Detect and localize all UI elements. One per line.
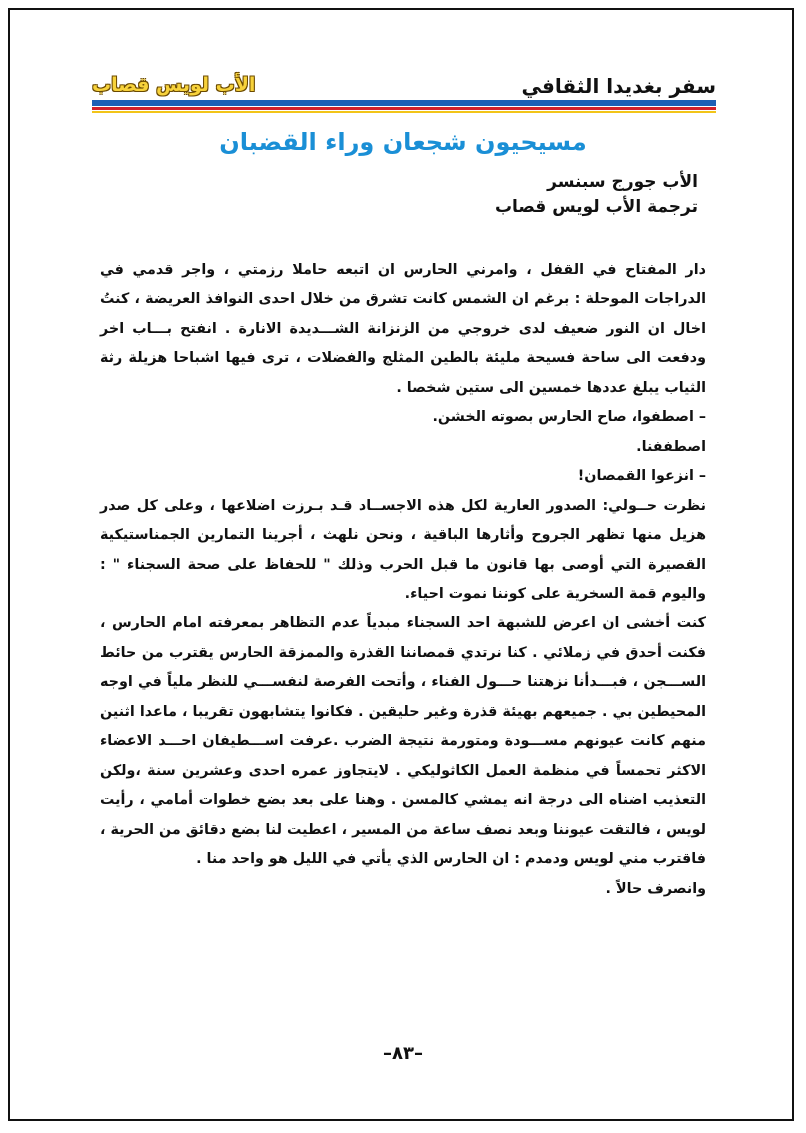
magazine-name: سفر بغديدا الثقافي (521, 74, 716, 98)
paragraph: دار المفتاح في القفل ، وامرني الحارس ان اتبعه حاملا رزمتي ، واجر قدمي في الدراجات الموحلة : برغم ان الشمس كانت تشرق من خلال احدى النوافذ العريضة ، كنتُ اخال ان النور ضعيف لدى خروجي من الزنزانة الشـــديدة الانارة . انفتح بـــاب اخر ودفعت الى ساحة فسيحة مليئة بالطين المثلج والفضلات ، ترى فيها اشباحا هزيلة رثة الثياب يبلغ عددها خمسين الى ستين شخصا . (100, 262, 706, 396)
byline (495, 170, 698, 220)
paragraph: كنت أخشى ان اعرض للشبهة احد السجناء مبدياً عدم التظاهر بمعرفته امام الحارس ، فكنت أحدق في زملائي . كنا نرتدي قمصاننا القذرة والممزقة الحارس يقترب من حائط الســـجن ، فبـــدأنا نزهتنا حـــول الفناء ، وأتحت الفرصة لنفســـي للنظر ملياً في اوجه المحيطين بي . جميعهم بهيئة قذرة وغير حليقين . فكانوا يتشابهون تقريبا ، ماعدا اثنين منهم كانت عيونهم مســـودة ومتورمة نتيجة الضرب .عرفت اســـطيفان احـــد الاعضاء الاكثر تحمساً في منظمة العمل الكاثوليكي . لايتجاوز عمره احدى وعشرين سنة ،ولكن التعذيب اضناه الى درجة انه يمشي كالمسن . وهنا على بعد بضع خطوات أمامي ، رأيت لويس ، فالتقت عيوننا وبعد نصف ساعة من المسير ، اعطيت لنا بضع دقائق من الحرية ، فاقترب مني لويس ودمدم : ان الحارس الذي يأتي في الليل هو واحد منا . (100, 615, 706, 868)
article-title: مسيحيون شجعان وراء القضبان (219, 128, 587, 156)
header-rule-blue (92, 100, 716, 106)
article-body (100, 256, 706, 904)
page-number: –٨٣– (383, 1043, 423, 1064)
translator-name: ترجمة الأب لويس قصاب (494, 197, 698, 217)
header-rule-red (92, 107, 716, 110)
paragraph: اصطففنا. (636, 438, 706, 455)
paragraph: نظرت حــولي: الصدور العارية لكل هذه الاجســاد قـد بـرزت اضلاعها ، وعلى كل صدر هزيل منها تظهر الجروح وأثارها الباقية ، ونحن نلهث ، أجرينا التمارين الجمناستيكية القصيرة التي أوصى بها قانون ما قبل الحرب وذلك " للحفاظ على صحة السجناء " : واليوم قمة السخرية على كوننا نموت احياء. (100, 497, 706, 602)
paragraph: – اصطفوا، صاح الحارس بصوته الخشن. (432, 409, 706, 426)
header-rule-yellow (92, 111, 716, 113)
author-name: الأب جورج سبنسر (547, 172, 698, 192)
paragraph: وانصرف حالاً . (605, 880, 706, 897)
paragraph: – انزعوا القمصان! (577, 468, 706, 485)
header-author-name: الأب لويس قصاب (92, 74, 256, 96)
running-header (92, 74, 716, 118)
